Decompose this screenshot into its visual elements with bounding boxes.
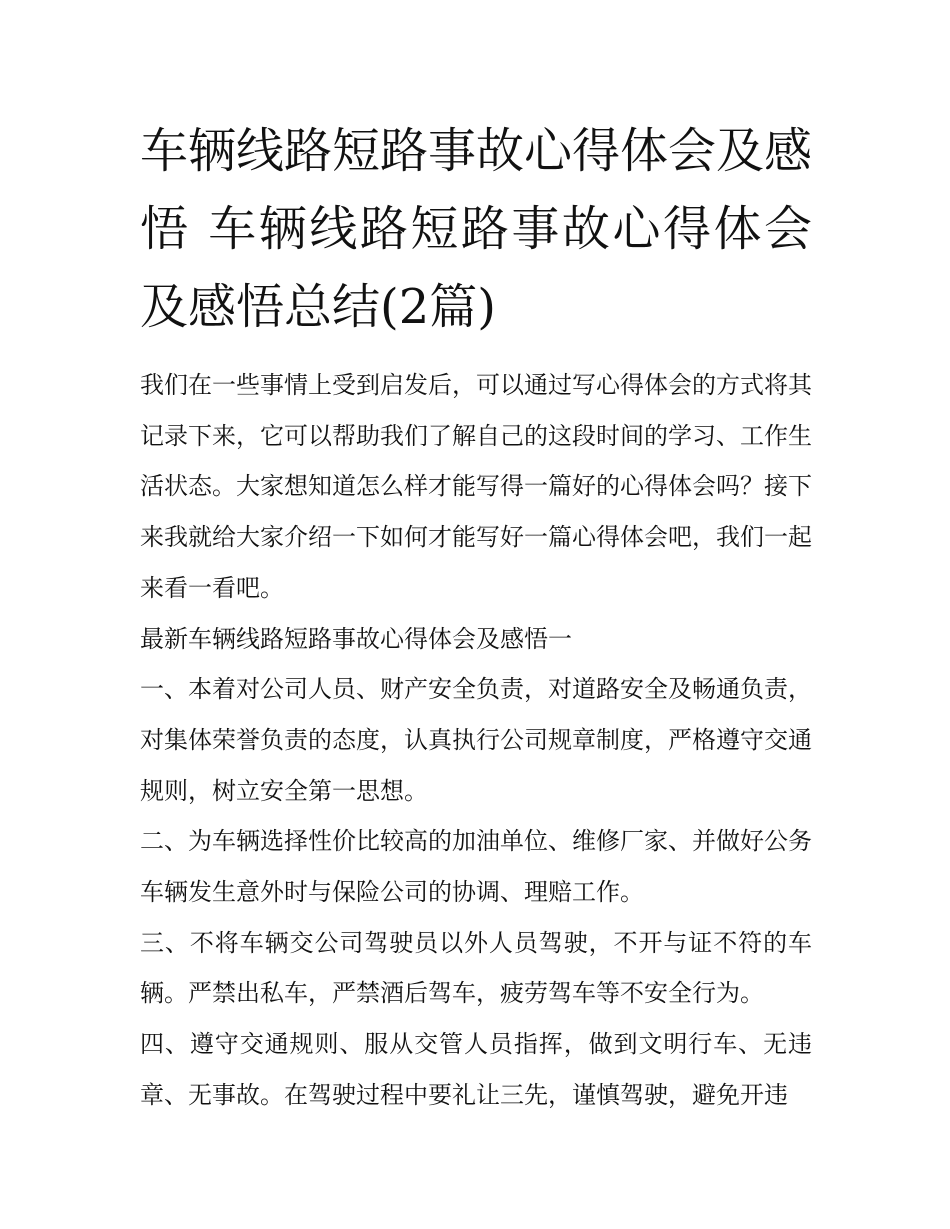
document-page [140,112,812,1121]
intro-paragraph: 我们在一些事情上受到启发后，可以通过写心得体会的方式将其记录下来，它可以帮助我们了解自己的这段时间的学习、工作生活状态。大家想知道怎么样才能写得一篇好的心得体会吗？接下来我就给大家介绍一下如何才能写好一篇心得体会吧，我们一起来看一看吧。 [140,371,812,602]
list-item: 三、不将车辆交公司驾驶员以外人员驾驶，不开与证不符的车辆。严禁出私车，严禁酒后驾车，疲劳驾车等不安全行为。 [140,928,812,1008]
list-item: 四、遵守交通规则、服从交管人员指挥，做到文明行车、无违章、无事故。在驾驶过程中要礼让三先，谨慎驾驶，避免开违 [140,1030,812,1109]
list-item: 二、为车辆选择性价比较高的加油单位、维修厂家、并做好公务车辆发生意外时与保险公司的协调、理赔工作。 [140,827,812,907]
document-body [140,360,812,1121]
list-item: 一、本着对公司人员、财产安全负责，对道路安全及畅通负责，对集体荣誉负责的态度，认真执行公司规章制度，严格遵守交通规则，树立安全第一思想。 [140,675,812,805]
document-title: 车辆线路短路事故心得体会及感悟 车辆线路短路事故心得体会及感悟总结(2篇) [140,123,813,335]
section-heading: 最新车辆线路短路事故心得体会及感悟一 [140,624,572,653]
